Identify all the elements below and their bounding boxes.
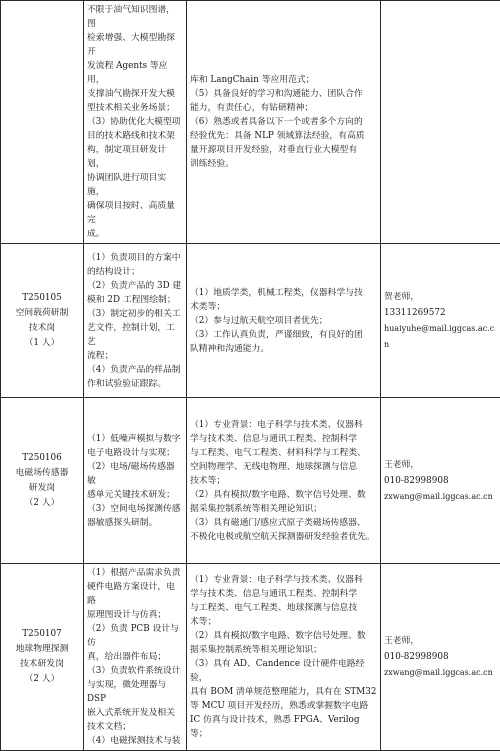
requirement-line: （2）具有模拟/数字电路、数字信号处理、数	[190, 488, 377, 502]
table-row	[1, 244, 500, 398]
requirement-line: 训练经验。	[190, 157, 377, 171]
position-headcount: （2 人）	[4, 672, 80, 687]
duty-line: 技术文档；	[87, 720, 183, 734]
duty-line: 成。	[87, 227, 183, 241]
position-code: T250107	[4, 627, 80, 642]
duty-line: （2）电场/磁场传感器敏	[87, 460, 183, 488]
duty-line: （2）负责 PCB 设计与仿	[87, 622, 183, 650]
duty-line: 真，给出器件布局；	[87, 650, 183, 664]
table-row	[1, 564, 500, 751]
duty-line: （3）负责软件系统设计	[87, 664, 183, 678]
requirement-line: 能力，有责任心，有钻研精神；	[190, 101, 377, 115]
contact-cell	[381, 398, 500, 564]
position-cell	[1, 398, 84, 564]
requirements-cell	[187, 398, 381, 564]
duty-line: （4）电磁探测技术与装	[87, 734, 183, 748]
duty-line: 检索增强、大模型勘探开	[87, 31, 183, 59]
duty-line: 感单元关键技术研发；	[87, 488, 183, 502]
duty-line: 确保项目按时、高质量完	[87, 199, 183, 227]
duty-line: （2）负责产品的 3D 建	[87, 279, 183, 293]
requirement-line: 术类等；	[190, 300, 377, 314]
duty-line: （3）协助优化大模型项	[87, 115, 183, 129]
duties-cell	[84, 1, 187, 244]
requirement-line: 经验优先：具备 NLP 领域算法经验，有高质	[190, 129, 377, 143]
requirement-line: 学与技术类、信息与通讯工程类、控制科学	[190, 432, 377, 446]
duty-line: 硬件电路方案设计，电路	[87, 580, 183, 608]
requirement-line: （1）地质学类，机械工程类，仪器科学与技	[190, 286, 377, 300]
duty-line: （1）负责项目的方案中	[87, 251, 183, 265]
requirement-line: 等 MCU 项目开发经历，熟悉或掌握数字电路	[190, 699, 377, 713]
duty-line: （1）根据产品需求负责	[87, 566, 183, 580]
requirement-line: 学与技术类、信息与通讯工程类、控制科学	[190, 587, 377, 601]
requirement-line: （3）工作认真负责，严谨细致，有良好的团	[190, 328, 377, 342]
requirement-line: （2）参与过航天航空项目者优先；	[190, 314, 377, 328]
position-title: 研发岗	[4, 481, 80, 496]
duty-line: 嵌入式系统开发及相关	[87, 706, 183, 720]
requirement-line: 据采集控制系统等相关理论知识；	[190, 643, 377, 657]
requirements-cell	[187, 1, 381, 244]
position-title: 地球物理探测	[4, 642, 80, 657]
duty-line: 作和试验验证跟踪。	[87, 377, 183, 391]
position-title: 空间载荷研制	[4, 306, 80, 321]
requirement-line: （2）具有模拟/数字电路、数字信号处理、数	[190, 629, 377, 643]
table-row	[1, 1, 500, 244]
requirement-line: 空间物理学、无线电物理、地球探测与信息	[190, 460, 377, 474]
duty-line: 流程；	[87, 349, 183, 363]
duty-line: 电子电路设计与实现；	[87, 446, 183, 460]
position-headcount: （2 人）	[4, 496, 80, 511]
requirement-line: （1）专业背景：电子科学与技术类、仪器科	[190, 418, 377, 432]
duty-line: （4）负责产品的样品制	[87, 363, 183, 377]
duties-cell	[84, 398, 187, 564]
contact-cell	[381, 244, 500, 398]
position-cell	[1, 244, 84, 398]
contact-phone: 13311269572	[384, 305, 497, 321]
requirements-cell	[187, 564, 381, 751]
position-cell	[1, 1, 84, 244]
requirement-line: 不极化电极或航空航天探测器研发经验者优先。	[190, 530, 377, 544]
contact-name: 王老师，	[384, 633, 497, 649]
requirement-line: （5）具备良好的学习和沟通能力、团队合作	[190, 87, 377, 101]
duty-line: 型技术相关业务场景；	[87, 101, 183, 115]
contact-email[interactable]: zxwang@mail.iggcas.ac.cn	[384, 665, 497, 681]
duty-line: 协调团队进行项目实施，	[87, 171, 183, 199]
contact-cell	[381, 1, 500, 244]
position-headcount: （1 人）	[4, 336, 80, 351]
requirement-line: 库和 LangChain 等应用范式；	[190, 73, 377, 87]
contact-name: 贺老师，	[384, 289, 497, 305]
requirement-line: 队精神和沟通能力。	[190, 342, 377, 356]
duty-line: 艺文件，控制计划，工艺	[87, 321, 183, 349]
requirement-line: （1）专业背景：电子科学与技术类、仪器科	[190, 573, 377, 587]
duty-line: 模和 2D 工程图绘制；	[87, 293, 183, 307]
requirement-line: IC 仿真与设计技术，熟悉 FPGA、Verilog 等；	[190, 713, 377, 741]
position-title: 电磁场传感器	[4, 466, 80, 481]
duty-line: （3）空间电场探测传感	[87, 502, 183, 516]
requirement-line: 与工程类、电气工程类、材料科学与工程类、	[190, 446, 377, 460]
duty-line: （1）低噪声模拟与数字	[87, 432, 183, 446]
contact-phone: 010-82998908	[384, 473, 497, 489]
requirement-line: 术等；	[190, 615, 377, 629]
contact-phone: 010-82998908	[384, 649, 497, 665]
duties-cell	[84, 244, 187, 398]
contact-email[interactable]: zxwang@mail.iggcas.ac.cn	[384, 489, 497, 505]
duty-line: 支撑油气勘探开发大模	[87, 87, 183, 101]
requirements-cell	[187, 244, 381, 398]
requirement-line: （3）具有 AD、Candence 设计硬件电路经验，	[190, 657, 377, 685]
requirement-line: 具有 BOM 清单规范整理能力，具有在 STM32	[190, 685, 377, 699]
duty-line: （3）制定初步的相关工	[87, 307, 183, 321]
duty-line: 的结构设计；	[87, 265, 183, 279]
duty-line: 构，制定项目研发计划，	[87, 143, 183, 171]
duty-line: 器敏感探头研制。	[87, 516, 183, 530]
position-code: T250105	[4, 291, 80, 306]
requirement-line: （6）熟悉或者具备以下一个或者多个方向的	[190, 115, 377, 129]
table-row	[1, 398, 500, 564]
contact-email[interactable]: huaiyuhe@mail.iggcas.ac.cn	[384, 321, 497, 353]
requirement-line: 与工程类、电气工程类、地球探测与信息技	[190, 601, 377, 615]
position-code: T250106	[4, 451, 80, 466]
duty-line: 与实现，微处理器与 DSP	[87, 678, 183, 706]
position-title: 技术岗	[4, 321, 80, 336]
duty-line: 原理图设计与仿真；	[87, 608, 183, 622]
position-title: 技术研发岗	[4, 657, 80, 672]
requirement-line: 技术等；	[190, 474, 377, 488]
requirement-line: 量开源项目开发经验，对垂直行业大模型有	[190, 143, 377, 157]
requirement-line: （3）具有磁通门/感应式原子类磁场传感器、	[190, 516, 377, 530]
duty-line: 发流程 Agents 等应用，	[87, 59, 183, 87]
requirement-line: 据采集控制系统等相关理论知识；	[190, 502, 377, 516]
contact-name: 王老师，	[384, 457, 497, 473]
contact-cell	[381, 564, 500, 751]
position-cell	[1, 564, 84, 751]
duty-line: 不限于油气知识图谱，图	[87, 3, 183, 31]
duty-line: 目的技术路线和技术架	[87, 129, 183, 143]
duties-cell	[84, 564, 187, 751]
